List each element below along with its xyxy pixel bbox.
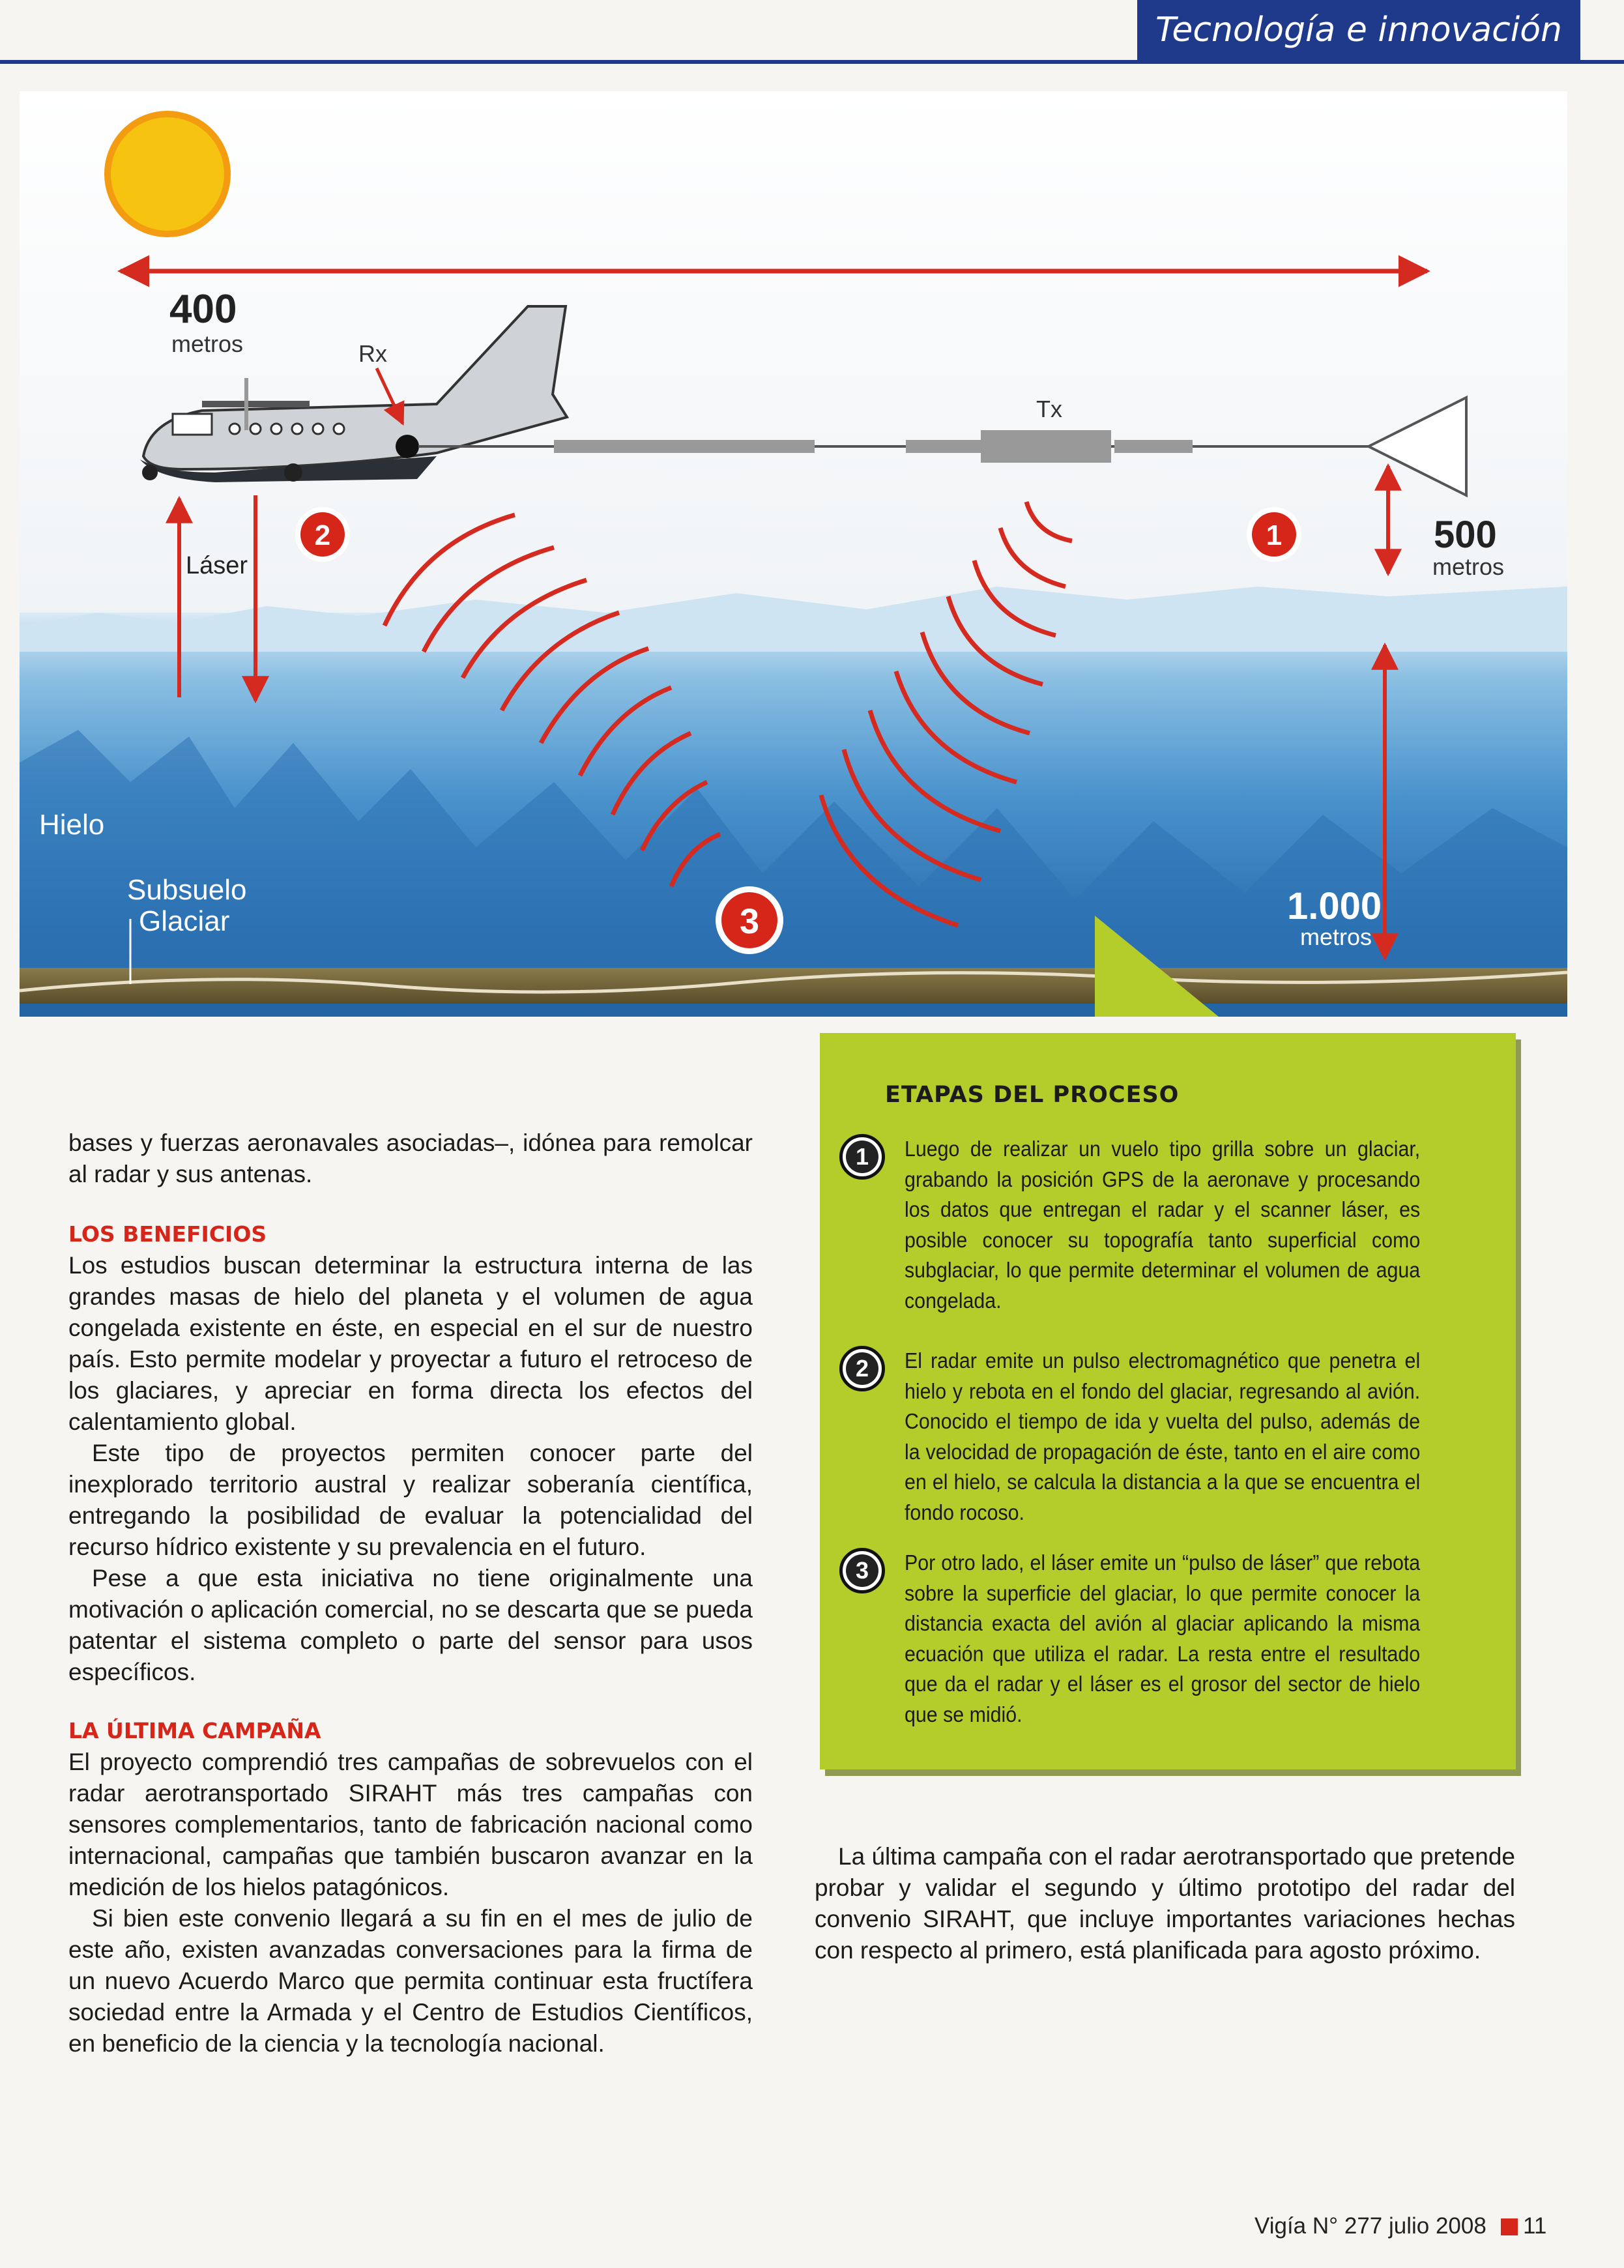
swath-unit: metros bbox=[171, 330, 244, 357]
stage-text: Luego de realizar un vuelo tipo grilla sobre un glaciar, grabando la posición GPS de la aeronave y procesando los datos que entregan el radar y el scanner láser, es posible conocer su topografía tanto superficial como subglaciar, lo que permite determinar el volumen de agua congelada. bbox=[905, 1137, 1421, 1313]
depth-unit: metros bbox=[1300, 923, 1372, 950]
infographic-drawing bbox=[20, 91, 1567, 1017]
stage-text: El radar emite un pulso electromagnético que penetra el hielo y rebota en el fondo del glaciar, regresando al avión. Conocido el tiempo de ida y vuelta del pulso, además de la velocidad de propagación de éste, tanto en el aire como en el hielo, se calcula la distancia a la que se encuentra el fondo rocoso. bbox=[905, 1348, 1421, 1524]
stage-number-badge: 2 bbox=[839, 1346, 885, 1391]
paragraph: Pese a que esta iniciativa no tiene originalmente una motivación o aplicación comercial, no se descarta que se pueda patentar el sistema completo o parte del sensor para usos específicos. bbox=[68, 1565, 753, 1685]
article-right-column bbox=[815, 1841, 1515, 1966]
issue-info: Vigía N° 277 julio 2008 bbox=[1254, 2213, 1486, 2239]
rx-label: Rx bbox=[358, 340, 387, 367]
article-left-column bbox=[68, 1127, 753, 2059]
paragraph: Este tipo de proyectos permiten conocer parte del inexplorado territorio austral y realizar soberanía científica, entregando la posibilidad de evaluar la potencialidad del recurso hídrico existente y su prevalencia en el futuro. bbox=[68, 1440, 753, 1560]
swath-value: 400 bbox=[169, 287, 237, 332]
bedrock-contour bbox=[20, 972, 1567, 992]
altitude-unit: metros bbox=[1432, 553, 1505, 580]
section-heading-benefits: LOS BENEFICIOS bbox=[68, 1221, 267, 1247]
tx-label: Tx bbox=[1036, 396, 1062, 422]
altitude-value: 500 bbox=[1434, 514, 1497, 556]
stage-number-badge: 1 bbox=[839, 1134, 885, 1180]
ice-label: Hielo bbox=[39, 809, 105, 841]
laser-label: Láser bbox=[186, 552, 248, 579]
marker-2 bbox=[295, 507, 350, 562]
callout-title: ETAPAS DEL PROCESO bbox=[885, 1082, 1180, 1108]
article-intro: bases y fuerzas aeronavales asociadas–, idónea para remolcar al radar y sus antenas. bbox=[68, 1129, 753, 1187]
sun-icon bbox=[108, 114, 227, 234]
section-title: Tecnología e innovación bbox=[1137, 0, 1580, 60]
radar-infographic bbox=[20, 91, 1567, 1017]
page-number: 11 bbox=[1523, 2213, 1547, 2239]
depth-value: 1.000 bbox=[1287, 885, 1382, 927]
subsoil-label: Subsuelo bbox=[127, 874, 247, 906]
radar-transmitter bbox=[981, 430, 1111, 463]
stage-number-badge: 3 bbox=[839, 1548, 885, 1593]
svg-text:1: 1 bbox=[1266, 519, 1283, 551]
subsoil-label: Glaciar bbox=[139, 905, 230, 937]
section-heading-last-campaign: LA ÚLTIMA CAMPAÑA bbox=[68, 1718, 321, 1743]
stage-text: Por otro lado, el láser emite un “pulso de láser” que rebota sobre la superficie del glaciar, lo que permite conocer la distancia exacta del avión al glaciar aplicando la misma ecuación que utiliza el radar. La resta entre el resultado que da el radar y el láser es el grosor del sector de hielo que se midió. bbox=[905, 1550, 1421, 1726]
process-stages-box bbox=[820, 1033, 1516, 1769]
paragraph: Si bien este convenio llegará a su fin en el mes de julio de este año, existen avanzadas conversaciones para la firma de un nuevo Acuerdo Marco que permita continuar esta fructífera sociedad entre la Armada y el Centro de Estudios Científicos, en beneficio de la ciencia y la tecnología nacional. bbox=[68, 1905, 753, 2057]
footer-accent-square bbox=[1501, 2218, 1518, 2235]
radar-antenna-segment bbox=[1114, 440, 1193, 453]
paragraph: El proyecto comprendió tres campañas de sobrevuelos con el radar aerotransportado SIRAHT más tres campañas con sensores complementarios, tanto de fabricación nacional como internacional, campañas que también buscaron avanzar en la medición de los hielos patagónicos. bbox=[68, 1749, 753, 1900]
paragraph: Los estudios buscan determinar la estructura interna de las grandes masas de hielo del planeta y el volumen de agua congelada existente en éste, en especial en el sur de nuestro país. Esto permite modelar y proyectar a futuro el retroceso de los glaciares, y apreciar en forma directa los efectos del calentamiento global. bbox=[68, 1252, 753, 1435]
drogue-cone bbox=[1369, 398, 1466, 495]
svg-text:3: 3 bbox=[739, 902, 760, 941]
glacier-surface bbox=[20, 587, 1567, 652]
marker-3 bbox=[716, 886, 783, 954]
paragraph: La última campaña con el radar aerotransportado que pretende probar y validar el segundo y último prototipo del radar del convenio SIRAHT, que incluye importantes variaciones hechas con respecto al primero, está planificada para agosto próximo. bbox=[815, 1843, 1515, 1964]
radar-antenna-segment bbox=[554, 440, 815, 453]
radar-antenna-segment bbox=[906, 440, 991, 453]
svg-text:2: 2 bbox=[314, 519, 331, 551]
marker-1 bbox=[1247, 507, 1301, 562]
header-rule bbox=[0, 60, 1624, 64]
